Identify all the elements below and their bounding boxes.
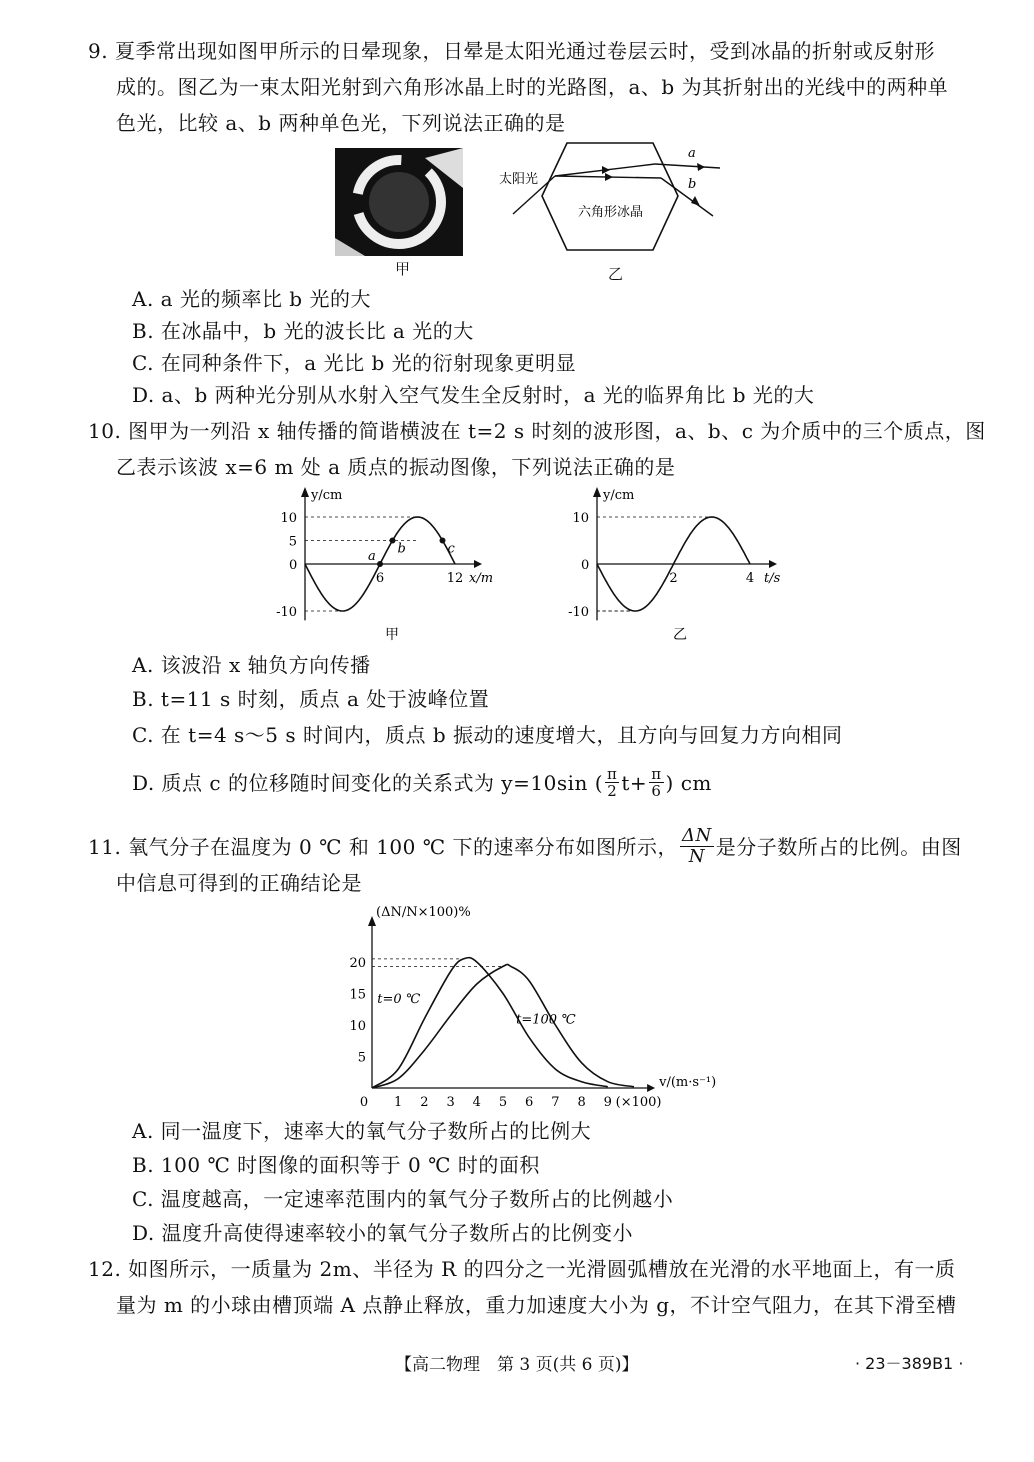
wave-x-arrow: [474, 560, 482, 568]
q11-stem-pre: 11. 氧气分子在温度为 0 ℃ 和 100 ℃ 下的速率分布如图所示，: [88, 834, 678, 859]
dist-x-tick-label: 8: [577, 1095, 586, 1110]
hexagon-ice-crystal-diagram: [495, 138, 730, 258]
vib-y-label: y/cm: [603, 488, 635, 503]
q11-option-b: B. 100 ℃ 时图像的面积等于 0 ℃ 时的面积: [132, 1153, 540, 1177]
q12-stem-line2: 量为 m 的小球由槽顶端 A 点静止释放，重力加速度大小为 g，不计空气阻力，在其下滑至槽: [116, 1293, 957, 1317]
q9-stem-line3: 色光，比较 a、b 两种单色光，下列说法正确的是: [116, 111, 566, 135]
dist-x-tick-label: 2: [420, 1095, 429, 1110]
sunlight-label: 太阳光: [499, 172, 539, 187]
dist-x-unit: (×100): [615, 1095, 662, 1110]
dist-x-tick-label: 0: [359, 1095, 369, 1110]
wave-point-label-b: b: [397, 541, 406, 557]
wave-y-arrow: [301, 487, 309, 497]
q10-option-d-mid: t+: [621, 770, 648, 795]
q10-option-d-prefix: D. 质点 c 的位移随时间变化的关系式为 y=10sin (: [132, 770, 604, 795]
q11-stem-line2: 中信息可得到的正确结论是: [116, 871, 362, 895]
dist-y-tick-label: 20: [349, 956, 366, 971]
wave-point-a: [377, 561, 383, 567]
dist-x-label: v/(m·s⁻¹): [659, 1075, 717, 1090]
fraction-delta-n-over-n: [680, 826, 714, 867]
dist-x-tick-label: 7: [551, 1095, 560, 1110]
wave-caption: 甲: [385, 627, 399, 643]
dist-series-label-t100: t=100 ℃: [516, 1012, 576, 1028]
vib-y-tick-label: 10: [572, 511, 589, 526]
vib-x-label: t/s: [764, 571, 781, 586]
halo-photo: [335, 148, 463, 256]
fig-yi-label: 乙: [608, 265, 624, 283]
q9-stem-line1: 9. 夏季常出现如图甲所示的日晕现象，日晕是太阳光通过卷层云时，受到冰晶的折射或反射形: [88, 39, 935, 63]
wave-y-label: y/cm: [311, 488, 343, 503]
vib-caption: 乙: [673, 627, 687, 643]
q9-option-c: C. 在同种条件下，a 光比 b 光的衍射现象更明显: [132, 351, 577, 375]
dist-curve-t100: [372, 964, 634, 1088]
dist-x-tick-label: 3: [446, 1095, 455, 1110]
q11-frac-num: ΔN: [681, 825, 712, 846]
q9-option-b: B. 在冰晶中，b 光的波长比 a 光的大: [132, 319, 474, 343]
ray-b-label: b: [688, 177, 697, 192]
dist-y-label: (ΔN/N×100)%: [376, 905, 471, 920]
wave-x-tick-label: 6: [375, 571, 385, 586]
frac1-den: 2: [607, 782, 618, 800]
vib-x-tick-label: 2: [669, 571, 678, 586]
vib-x-tick-label: 4: [745, 571, 755, 586]
wave-form-chart: [265, 483, 510, 645]
ray-b: [661, 178, 713, 216]
dist-y-tick-label: 15: [349, 987, 366, 1003]
wave-origin-label: 0: [289, 558, 298, 573]
q10-option-b: B. t=11 s 时刻，质点 a 处于波峰位置: [132, 687, 490, 711]
q12-stem-line1: 12. 如图所示，一质量为 2m、半径为 R 的四分之一光滑圆弧槽放在光滑的水平地面上，有一质: [88, 1257, 956, 1281]
wave-y-tick-label: 5: [288, 534, 297, 550]
frac1-num: π: [607, 765, 618, 783]
fig-jia-label: 甲: [395, 260, 411, 278]
q10-stem-line1: 10. 图甲为一列沿 x 轴传播的简谐横波在 t=2 s 时刻的波形图，a、b、c 为介质中的三个质点，图: [88, 419, 986, 443]
q10-option-a: A. 该波沿 x 轴负方向传播: [132, 653, 371, 677]
ray-a-label: a: [688, 146, 696, 161]
dist-y-arrow: [368, 916, 376, 926]
wave-point-label-a: a: [368, 549, 376, 564]
q11-stem-line1: [88, 826, 962, 867]
wave-y-tick-label: -10: [276, 605, 297, 620]
vibration-chart: [555, 483, 800, 645]
dist-x-tick-label: 6: [525, 1095, 534, 1110]
fraction-pi-over-6: [649, 766, 663, 799]
wave-y-tick-label: 10: [280, 511, 297, 526]
wave-x-label: x/m: [469, 571, 494, 586]
q10-option-d-suffix: ) cm: [665, 770, 712, 795]
dist-x-arrow: [647, 1084, 655, 1092]
speed-distribution-chart: [330, 896, 730, 1114]
dist-y-tick-label: 5: [357, 1050, 366, 1066]
vib-y-arrow: [593, 487, 601, 497]
dist-x-tick-label: 1: [394, 1095, 403, 1110]
crystal-label: 六角形冰晶: [578, 205, 644, 220]
wave-point-label-c: c: [447, 541, 455, 557]
vib-y-tick-label: -10: [568, 605, 589, 620]
q9-option-a: A. a 光的频率比 b 光的大: [132, 287, 371, 311]
q11-option-d: D. 温度升高使得速率较小的氧气分子数所占的比例变小: [132, 1221, 634, 1245]
dist-x-tick-label: 9: [603, 1095, 612, 1110]
q11-frac-den: N: [688, 846, 705, 867]
q11-stem-post: 是分子数所占的比例。由图: [715, 834, 962, 859]
frac2-den: 6: [651, 782, 662, 800]
q11-option-a: A. 同一温度下，速率大的氧气分子数所占的比例大: [132, 1119, 592, 1143]
hexagon-crystal: [542, 143, 678, 250]
frac2-num: π: [651, 765, 662, 783]
q10-option-d: [132, 766, 712, 799]
page-footer: 【高二物理 第 3 页(共 6 页)】: [395, 1355, 639, 1375]
q9-stem-line2: 成的。图乙为一束太阳光射到六角形冰晶上时的光路图，a、b 为其折射出的光线中的两种单: [116, 75, 949, 99]
vib-origin-label: 0: [581, 558, 590, 573]
dist-x-tick-label: 5: [498, 1095, 508, 1110]
q11-option-c: C. 温度越高，一定速率范围内的氧气分子数所占的比例越小: [132, 1187, 674, 1211]
q10-option-c: C. 在 t=4 s～5 s 时间内，质点 b 振动的速度增大，且方向与回复力方向相同: [132, 723, 843, 747]
wave-point-c: [440, 538, 446, 544]
fraction-pi-over-2: [605, 766, 619, 799]
dist-y-tick-label: 10: [349, 1019, 366, 1034]
q9-option-d: D. a、b 两种光分别从水射入空气发生全反射时，a 光的临界角比 b 光的大: [132, 383, 815, 407]
dist-series-label-t0: t=0 ℃: [377, 991, 421, 1007]
q10-stem-line2: 乙表示该波 x=6 m 处 a 质点的振动图像，下列说法正确的是: [116, 455, 676, 479]
exam-code: · 23－389B1 ·: [855, 1354, 964, 1373]
vib-x-arrow: [769, 560, 777, 568]
wave-point-b: [390, 538, 396, 544]
wave-x-tick-label: 12: [446, 571, 464, 586]
dist-x-tick-label: 4: [472, 1095, 481, 1110]
